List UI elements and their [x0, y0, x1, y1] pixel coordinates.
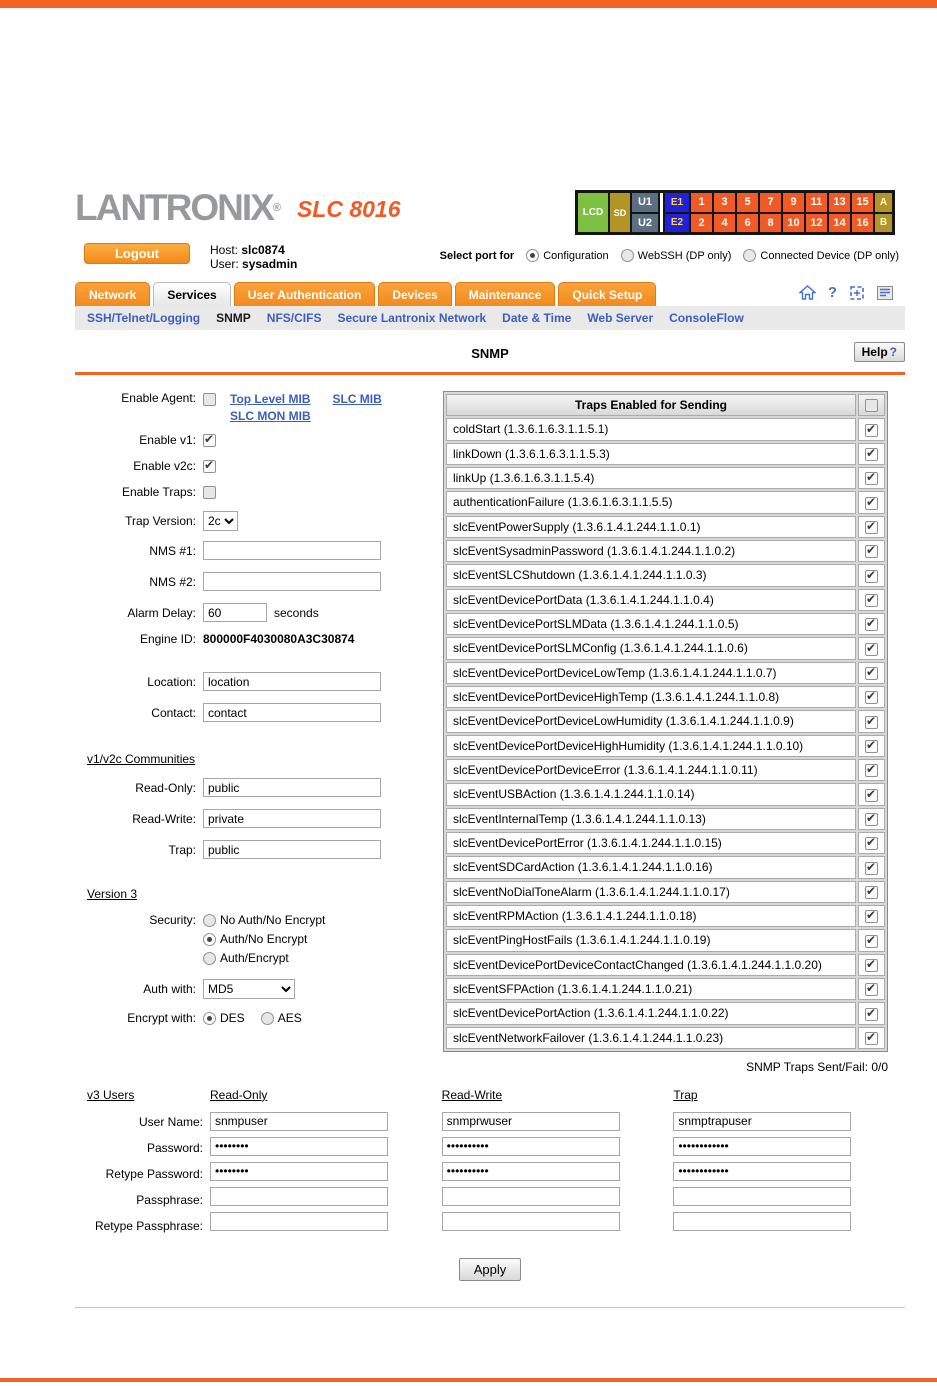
trap-name: slcEventDevicePortError (1.3.6.1.4.1.244.1.1.0.15) [446, 832, 856, 854]
read-only-username-input[interactable] [210, 1112, 388, 1131]
port-for-connected-device-radio[interactable] [743, 249, 756, 262]
trap-checkbox[interactable] [865, 448, 878, 461]
read-only-passphrase-input[interactable] [210, 1187, 388, 1206]
trap-checkbox[interactable] [865, 813, 878, 826]
lcd-cell: LCD [578, 193, 608, 232]
trap-row [446, 1027, 885, 1049]
tab-maintenance[interactable]: Maintenance [455, 282, 556, 306]
security-auth-noencrypt-radio[interactable] [203, 933, 216, 946]
port-u1[interactable]: U1 [632, 193, 658, 212]
nms1-label: NMS #1: [149, 543, 196, 558]
read-write-retype-password-input[interactable] [442, 1162, 620, 1181]
device-port[interactable]: 15 [852, 193, 873, 212]
location-label: Location: [147, 674, 196, 689]
trap-name: slcEventDevicePortAction (1.3.6.1.4.1.244.1.1.0.22) [446, 1002, 856, 1024]
trap-checkbox[interactable] [865, 497, 878, 510]
tab-services[interactable]: Services [153, 282, 230, 306]
device-port[interactable]: 14 [829, 214, 850, 233]
security-noauth-noencrypt-radio[interactable] [203, 914, 216, 927]
contact-input[interactable] [203, 703, 381, 722]
trap-column-heading: Trap [673, 1087, 698, 1102]
device-port[interactable]: 2 [691, 214, 712, 233]
device-port[interactable]: 8 [760, 214, 781, 233]
subnav-web-server[interactable]: Web Server [587, 311, 654, 325]
subnav [75, 306, 905, 330]
device-port[interactable]: 3 [714, 193, 735, 212]
trap-row [446, 929, 885, 951]
trap-row [446, 516, 885, 538]
version3-heading: Version 3 [87, 887, 138, 901]
trap-name: slcEventSFPAction (1.3.6.1.4.1.244.1.1.0.21) [446, 978, 856, 1000]
trap-name: slcEventDevicePortDeviceHighTemp (1.3.6.1.4.1.244.1.1.0.8) [446, 686, 856, 708]
home-icon[interactable] [799, 285, 816, 300]
trap-name: slcEventDevicePortSLMConfig (1.3.6.1.4.1.244.1.1.0.6) [446, 637, 856, 659]
v1v2c-communities-heading: v1/v2c Communities [87, 752, 196, 766]
trap-checkbox[interactable] [865, 910, 878, 923]
enable-traps-checkbox[interactable] [203, 486, 216, 499]
header [75, 187, 905, 271]
security-noauth-noencrypt-label: No Auth/No Encrypt [220, 913, 326, 927]
trap-username-input[interactable] [673, 1112, 851, 1131]
trap-name: slcEventDevicePortDeviceLowHumidity (1.3.6.1.4.1.244.1.1.0.9) [446, 710, 856, 732]
tab-user-authentication[interactable]: User Authentication [234, 282, 376, 306]
nms2-label: NMS #2: [149, 574, 196, 589]
read-only-retype-password-input[interactable] [210, 1162, 388, 1181]
tab-quick-setup[interactable]: Quick Setup [558, 282, 656, 306]
auth-with-label: Auth with: [143, 982, 196, 996]
port-for-webssh-label: WebSSH (DP only) [637, 249, 732, 262]
trap-name: slcEventDevicePortData (1.3.6.1.4.1.244.1.1.0.4) [446, 589, 856, 611]
trap-name: slcEventDevicePortDeviceHighHumidity (1.3.6.1.4.1.244.1.1.0.10) [446, 735, 856, 757]
trap-checkbox[interactable] [865, 959, 878, 972]
trap-name: slcEventSDCardAction (1.3.6.1.4.1.244.1.1.0.16) [446, 856, 856, 878]
traps-table [443, 391, 888, 1052]
trap-community-input[interactable] [203, 840, 381, 859]
trap-checkbox[interactable] [865, 716, 878, 729]
port-for-connected-device-label: Connected Device (DP only) [760, 249, 899, 262]
port-e2[interactable]: E2 [665, 214, 689, 233]
bottom-orange-bar [0, 1378, 937, 1382]
trap-checkbox[interactable] [865, 740, 878, 753]
host-value: slc0874 [241, 243, 285, 257]
read-only-column-heading: Read-Only [210, 1087, 268, 1102]
password-label: Password: [146, 1140, 203, 1155]
trap-row [446, 613, 885, 635]
contact-label: Contact: [151, 705, 196, 720]
device-port[interactable]: 1 [691, 193, 712, 212]
subnav-nfs-cifs[interactable]: NFS/CIFS [266, 311, 322, 325]
subnav-consoleflow[interactable]: ConsoleFlow [669, 311, 744, 325]
security-auth-noencrypt-label: Auth/No Encrypt [220, 932, 308, 946]
read-write-column-heading: Read-Write [441, 1087, 503, 1102]
read-write-passphrase-input[interactable] [442, 1187, 620, 1206]
read-only-retype-passphrase-input[interactable] [210, 1212, 388, 1231]
trap-name: slcEventSysadminPassword (1.3.6.1.4.1.244.1.1.0.2) [446, 540, 856, 562]
user-value: sysadmin [242, 257, 298, 271]
trap-name: slcEventPingHostFails (1.3.6.1.4.1.244.1.1.0.19) [446, 929, 856, 951]
trap-row [446, 443, 885, 465]
help-icon[interactable]: ? [827, 284, 837, 301]
help-button[interactable]: Help ? [854, 342, 905, 362]
top-level-mib-link[interactable]: Top Level MIB [230, 392, 311, 406]
port-selector-diagram [575, 190, 895, 235]
nms1-input[interactable] [203, 541, 381, 560]
logout-button[interactable]: Logout [84, 243, 190, 264]
trap-name: slcEventDevicePortDeviceContactChanged (1.3.6.1.4.1.244.1.1.0.20) [446, 954, 856, 976]
trap-row [446, 686, 885, 708]
host-user-info [210, 243, 297, 271]
read-write-label: Read-Write: [132, 811, 196, 826]
trap-checkbox[interactable] [865, 545, 878, 558]
sd-cell: SD [610, 193, 630, 232]
host-label: Host: [210, 243, 239, 257]
trap-name: slcEventDevicePortDeviceError (1.3.6.1.4.1.244.1.1.0.11) [446, 759, 856, 781]
trap-checkbox[interactable] [865, 789, 878, 802]
trap-name: slcEventDevicePortSLMData (1.3.6.1.4.1.244.1.1.0.5) [446, 613, 856, 635]
security-auth-encrypt-radio[interactable] [203, 952, 216, 965]
trap-checkbox[interactable] [865, 594, 878, 607]
trap-row [446, 467, 885, 489]
traps-select-all-checkbox[interactable] [865, 399, 878, 412]
device-port[interactable]: 13 [829, 193, 850, 212]
read-only-label: Read-Only: [135, 780, 196, 795]
device-port[interactable]: 16 [852, 214, 873, 233]
port-a[interactable]: A [875, 193, 892, 212]
trap-version-label: Trap Version: [125, 514, 196, 528]
trap-name: authenticationFailure (1.3.6.1.6.3.1.1.5.5) [446, 491, 856, 513]
traps-table-header: Traps Enabled for Sending [446, 394, 856, 416]
trap-row [446, 1002, 885, 1024]
trap-row [446, 491, 885, 513]
trap-checkbox[interactable] [865, 472, 878, 485]
subnav-date-time[interactable]: Date & Time [502, 311, 572, 325]
engine-id-label: Engine ID: [139, 632, 196, 646]
trap-name: slcEventSLCShutdown (1.3.6.1.4.1.244.1.1.0.3) [446, 564, 856, 586]
trap-checkbox[interactable] [865, 424, 878, 437]
select-port-row [440, 249, 899, 262]
trap-name: linkUp (1.3.6.1.6.3.1.1.5.4) [446, 467, 856, 489]
device-ports-grid [691, 193, 873, 232]
retype-passphrase-label: Retype Passphrase: [94, 1218, 203, 1233]
read-write-retype-passphrase-input[interactable] [442, 1212, 620, 1231]
slc-mib-link[interactable]: SLC MIB [332, 392, 382, 406]
encrypt-aes-radio[interactable] [261, 1012, 274, 1025]
tab-network[interactable]: Network [75, 282, 150, 306]
model-name: SLC 8016 [296, 196, 401, 222]
alarm-delay-input[interactable] [203, 603, 267, 622]
port-for-webssh-radio[interactable] [621, 249, 634, 262]
trap-checkbox[interactable] [865, 862, 878, 875]
trap-checkbox[interactable] [865, 1008, 878, 1021]
read-write-community-input[interactable] [203, 809, 381, 828]
device-port[interactable]: 9 [783, 193, 804, 212]
user-name-label: User Name: [138, 1114, 203, 1129]
passphrase-label: Passphrase: [136, 1192, 203, 1207]
enable-v2c-label: Enable v2c: [133, 459, 196, 473]
trap-retype-password-input[interactable] [673, 1162, 851, 1181]
trap-checkbox[interactable] [865, 618, 878, 631]
snmp-settings-form [75, 391, 443, 1074]
footer-divider [75, 1307, 905, 1308]
enable-traps-label: Enable Traps: [121, 485, 196, 499]
trap-row [446, 710, 885, 732]
registered-mark: ® [272, 202, 279, 214]
trap-row [446, 589, 885, 611]
enable-v1-checkbox[interactable] [203, 434, 216, 447]
diagram-divider [660, 193, 663, 232]
trap-row [446, 832, 885, 854]
trap-name: slcEventDevicePortDeviceLowTemp (1.3.6.1.4.1.244.1.1.0.7) [446, 662, 856, 684]
expand-icon[interactable] [849, 285, 865, 301]
device-port[interactable]: 12 [806, 214, 827, 233]
trap-checkbox[interactable] [865, 570, 878, 583]
trap-password-input[interactable] [673, 1137, 851, 1156]
nms2-input[interactable] [203, 572, 381, 591]
device-port[interactable]: 5 [737, 193, 758, 212]
auth-with-select[interactable] [203, 979, 295, 999]
select-port-label: Select port for [439, 249, 515, 262]
port-for-configuration-label: Configuration [543, 249, 609, 262]
engine-id-value: 800000F4030080A3C30874 [203, 632, 355, 646]
trap-checkbox[interactable] [865, 983, 878, 996]
trap-row [446, 954, 885, 976]
trap-row [446, 905, 885, 927]
retype-password-label: Retype Password: [105, 1166, 203, 1181]
trap-name: slcEventInternalTemp (1.3.6.1.4.1.244.1.1.0.13) [446, 808, 856, 830]
security-auth-encrypt-label: Auth/Encrypt [220, 951, 289, 965]
trap-checkbox[interactable] [865, 667, 878, 680]
trap-name: linkDown (1.3.6.1.6.3.1.1.5.3) [446, 443, 856, 465]
trap-retype-passphrase-input[interactable] [673, 1212, 851, 1231]
trap-checkbox[interactable] [865, 837, 878, 850]
tab-devices[interactable]: Devices [378, 282, 451, 306]
trap-name: slcEventPowerSupply (1.3.6.1.4.1.244.1.1.0.1) [446, 516, 856, 538]
trap-checkbox[interactable] [865, 886, 878, 899]
v3-users-heading: v3 Users [87, 1087, 135, 1102]
top-orange-bar [0, 0, 937, 8]
trap-community-label: Trap: [168, 842, 196, 857]
trap-version-select[interactable] [203, 511, 238, 531]
logo-text: LANTRONIX® [75, 187, 279, 228]
user-label: User: [210, 257, 239, 271]
trap-row [446, 564, 885, 586]
trap-row [446, 978, 885, 1000]
trap-row [446, 881, 885, 903]
device-port[interactable]: 6 [737, 214, 758, 233]
trap-row [446, 808, 885, 830]
subnav-ssh-telnet-logging[interactable]: SSH/Telnet/Logging [87, 311, 201, 325]
enable-agent-checkbox[interactable] [203, 393, 216, 406]
trap-row [446, 418, 885, 440]
enable-v2c-checkbox[interactable] [203, 460, 216, 473]
apply-button[interactable]: Apply [459, 1258, 522, 1281]
port-u2[interactable]: U2 [632, 214, 658, 233]
trap-passphrase-input[interactable] [673, 1187, 851, 1206]
trap-row [446, 783, 885, 805]
location-input[interactable] [203, 672, 381, 691]
trap-name: slcEventUSBAction (1.3.6.1.4.1.244.1.1.0.14) [446, 783, 856, 805]
encrypt-aes-label: AES [277, 1011, 302, 1025]
trap-checkbox[interactable] [865, 764, 878, 777]
port-for-configuration-radio[interactable] [526, 249, 539, 262]
encrypt-des-radio[interactable] [203, 1012, 216, 1025]
trap-checkbox[interactable] [865, 643, 878, 656]
subnav-snmp[interactable]: SNMP [216, 311, 251, 325]
trap-row [446, 735, 885, 757]
port-e1[interactable]: E1 [665, 193, 689, 212]
tab-bar [75, 282, 905, 306]
trap-row [446, 856, 885, 878]
trap-checkbox[interactable] [865, 521, 878, 534]
enable-agent-label: Enable Agent: [121, 391, 196, 405]
read-only-community-input[interactable] [203, 778, 381, 797]
read-write-password-input[interactable] [442, 1137, 620, 1156]
slc-mon-mib-link[interactable]: SLC MON MIB [230, 409, 311, 423]
device-port[interactable]: 11 [806, 193, 827, 212]
page-title: SNMP [471, 346, 509, 361]
read-only-password-input[interactable] [210, 1137, 388, 1156]
trap-name: slcEventNetworkFailover (1.3.6.1.4.1.244.1.1.0.23) [446, 1027, 856, 1049]
trap-name: slcEventRPMAction (1.3.6.1.4.1.244.1.1.0.18) [446, 905, 856, 927]
trap-row [446, 759, 885, 781]
subnav-secure-lantronix-network[interactable]: Secure Lantronix Network [337, 311, 487, 325]
device-port[interactable]: 10 [783, 214, 804, 233]
device-port[interactable]: 4 [714, 214, 735, 233]
read-write-username-input[interactable] [442, 1112, 620, 1131]
trap-row [446, 540, 885, 562]
trap-row [446, 662, 885, 684]
trap-checkbox[interactable] [865, 935, 878, 948]
security-label: Security: [149, 913, 196, 927]
trap-checkbox[interactable] [865, 691, 878, 704]
trap-row [446, 637, 885, 659]
enable-v1-label: Enable v1: [139, 433, 196, 447]
trap-name: coldStart (1.3.6.1.6.3.1.1.5.1) [446, 418, 856, 440]
alarm-delay-suffix: seconds [274, 605, 319, 620]
lantronix-logo [75, 187, 401, 228]
alarm-delay-label: Alarm Delay: [127, 605, 196, 620]
port-b[interactable]: B [875, 214, 892, 233]
snmp-traps-sent-fail: SNMP Traps Sent/Fail: 0/0 [746, 1059, 888, 1074]
log-icon[interactable] [877, 286, 893, 300]
device-port[interactable]: 7 [760, 193, 781, 212]
encrypt-with-label: Encrypt with: [127, 1011, 196, 1025]
trap-checkbox[interactable] [865, 1032, 878, 1045]
title-divider [75, 372, 905, 375]
v3-users-section [75, 1088, 905, 1242]
encrypt-des-label: DES [220, 1011, 245, 1025]
trap-name: slcEventNoDialToneAlarm (1.3.6.1.4.1.244.1.1.0.17) [446, 881, 856, 903]
